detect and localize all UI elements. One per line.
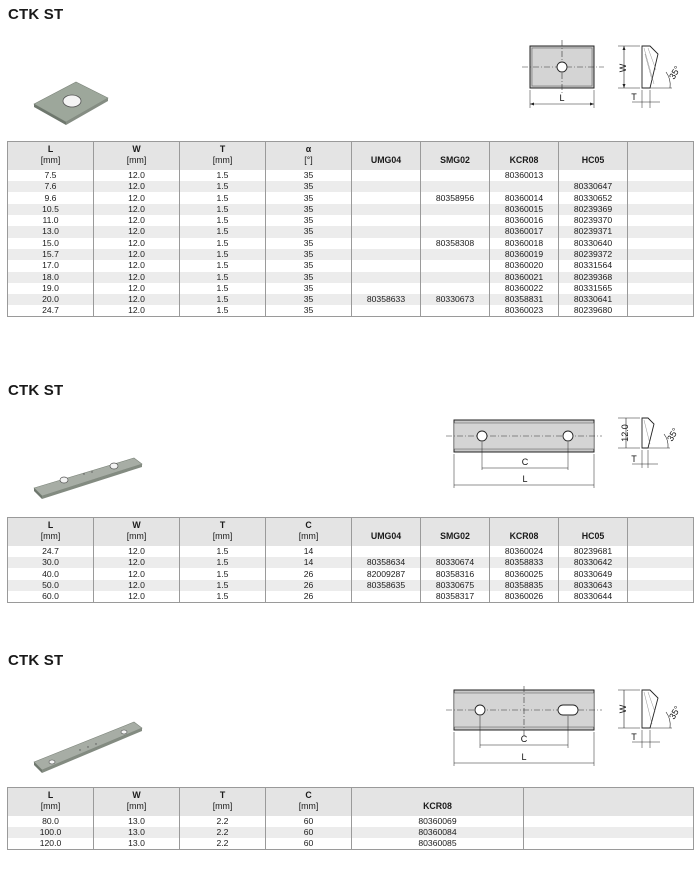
table-row [8,838,694,850]
table-cell: 17.0 [8,260,94,271]
table-cell: 80239370 [559,215,628,226]
table-cell: 35 [266,238,352,249]
spec-table [7,787,694,850]
table-cell: 35 [266,283,352,294]
table-cell: 80330647 [559,181,628,192]
table-cell [352,226,421,237]
dim-t-label: T [631,92,637,102]
col-header [628,518,694,546]
table-cell [628,249,694,260]
long-insert-photo [30,716,146,778]
table-cell: 35 [266,215,352,226]
table-cell: 80330652 [559,192,628,203]
table-cell: 12.0 [94,283,180,294]
table-cell: 2.2 [180,827,266,838]
table-row [8,272,694,283]
table-cell: 80239372 [559,249,628,260]
dim-c-label: C [521,457,529,467]
col-header: W [mm] [94,142,180,170]
table-cell [628,546,694,557]
table-cell: 12.0 [94,546,180,557]
table-cell: 80360022 [490,283,559,294]
table-cell: 35 [266,249,352,260]
table-cell: 80358635 [352,580,421,591]
table-cell [628,192,694,203]
section-title: CTK ST [8,652,64,669]
table-cell [352,192,421,203]
angle-label: 35° [667,704,683,721]
table-cell: 12.0 [94,181,180,192]
table-cell: 82009287 [352,568,421,579]
table-cell: 80360018 [490,238,559,249]
table-row [8,204,694,215]
table-cell: 7.5 [8,170,94,181]
col-header: L [mm] [8,142,94,170]
two-hole-top-view-drawing [446,414,606,490]
table-cell: 12.0 [94,226,180,237]
col-header: C [mm] [266,788,352,816]
table-row [8,215,694,226]
table-cell [628,568,694,579]
table-cell [524,816,694,827]
table-cell [421,249,490,260]
dim-w-label: W [618,63,628,73]
col-header: L [mm] [8,788,94,816]
table-cell: 35 [266,226,352,237]
section-2 [0,374,700,634]
table-cell: 13.0 [94,838,180,850]
table-cell [352,204,421,215]
table-cell [421,272,490,283]
table-cell: 35 [266,192,352,203]
col-header: HC05 [559,518,628,546]
table-cell: 80358634 [352,557,421,568]
table-cell: 80358633 [352,294,421,305]
table-row [8,580,694,591]
table-cell [352,272,421,283]
table-cell: 80330640 [559,238,628,249]
spec-table [7,517,694,603]
angle-label: 35° [667,64,683,81]
table-cell: 80360023 [490,305,559,317]
table-cell [628,170,694,181]
col-header [628,142,694,170]
table-row [8,568,694,579]
table-cell: 80330644 [559,591,628,603]
dim-w-label: 12.0 [620,424,630,442]
table-cell: 1.5 [180,272,266,283]
col-header: UMG04 [352,142,421,170]
table-cell: 1.5 [180,226,266,237]
table-cell: 35 [266,204,352,215]
table-cell: 80239371 [559,226,628,237]
table-cell: 12.0 [94,557,180,568]
table-cell: 11.0 [8,215,94,226]
table-cell [628,226,694,237]
table-cell: 15.0 [8,238,94,249]
table-cell [524,838,694,850]
table-cell: 13.0 [8,226,94,237]
table-cell: 14 [266,557,352,568]
insert-top-view-drawing [518,40,610,112]
table-cell: 19.0 [8,283,94,294]
table-cell [352,546,421,557]
table-cell: 2.2 [180,838,266,850]
table-cell: 12.0 [94,580,180,591]
table-row [8,226,694,237]
table-cell: 20.0 [8,294,94,305]
col-header [524,788,694,816]
table-cell: 12.0 [94,272,180,283]
table-cell: 1.5 [180,568,266,579]
table-cell [352,249,421,260]
table-cell [421,181,490,192]
table-row [8,249,694,260]
dim-w-label: W [618,704,628,714]
table-cell: 24.7 [8,305,94,317]
table-header-row [8,142,694,170]
table-cell [352,215,421,226]
table-cell: 80330674 [421,557,490,568]
table-row [8,591,694,603]
col-header: α [°] [266,142,352,170]
table-cell [490,181,559,192]
table-cell: 1.5 [180,294,266,305]
table-cell [352,591,421,603]
table-row [8,816,694,827]
table-cell [421,305,490,317]
table-cell: 80239368 [559,272,628,283]
dim-l-label: L [522,474,528,484]
section-1 [0,0,700,360]
table-cell: 12.0 [94,294,180,305]
table-cell: 80360015 [490,204,559,215]
long-insert-top-view-drawing [446,684,606,768]
table-cell: 80358835 [490,580,559,591]
col-header: KCR08 [490,142,559,170]
table-cell: 80360014 [490,192,559,203]
table-cell: 80358317 [421,591,490,603]
table-cell: 80360021 [490,272,559,283]
table-cell [421,204,490,215]
table-cell [352,238,421,249]
table-cell [352,283,421,294]
table-cell: 40.0 [8,568,94,579]
table-cell: 26 [266,591,352,603]
table-cell [628,283,694,294]
table-cell: 80239369 [559,204,628,215]
table-cell: 35 [266,170,352,181]
col-header: L [mm] [8,518,94,546]
dim-l-label: L [521,752,527,762]
table-cell: 80360069 [352,816,524,827]
col-header: HC05 [559,142,628,170]
table-cell: 1.5 [180,204,266,215]
dim-c-label: C [520,734,528,744]
table-cell: 1.5 [180,215,266,226]
table-cell: 80331565 [559,283,628,294]
table-cell: 80330673 [421,294,490,305]
table-cell: 10.5 [8,204,94,215]
table-cell: 1.5 [180,249,266,260]
table-cell [628,238,694,249]
table-header-row [8,788,694,816]
table-cell: 12.0 [94,238,180,249]
col-header: W [mm] [94,518,180,546]
angle-label: 35° [665,426,681,443]
table-cell: 13.0 [94,827,180,838]
table-cell: 80330641 [559,294,628,305]
table-cell: 80358831 [490,294,559,305]
table-cell: 80360017 [490,226,559,237]
table-cell [352,305,421,317]
table-row [8,557,694,568]
col-header: SMG02 [421,142,490,170]
table-cell: 15.7 [8,249,94,260]
table-cell [628,204,694,215]
table-cell: 60 [266,827,352,838]
table-cell [421,226,490,237]
col-header: C [mm] [266,518,352,546]
table-cell: 80360025 [490,568,559,579]
table-cell [628,181,694,192]
table-cell: 2.2 [180,816,266,827]
table-cell: 80360020 [490,260,559,271]
table-cell: 26 [266,568,352,579]
table-cell: 12.0 [94,568,180,579]
insert-profile-drawing [614,412,690,472]
table-row [8,238,694,249]
table-cell: 80360019 [490,249,559,260]
table-cell: 12.0 [94,170,180,181]
table-cell: 24.7 [8,546,94,557]
table-cell [352,260,421,271]
table-cell: 80330649 [559,568,628,579]
table-cell [421,260,490,271]
table-cell: 50.0 [8,580,94,591]
table-cell: 12.0 [94,249,180,260]
table-cell: 35 [266,181,352,192]
table-cell: 80239680 [559,305,628,317]
table-cell: 1.5 [180,305,266,317]
table-row [8,827,694,838]
section-title: CTK ST [8,382,64,399]
table-cell: 1.5 [180,557,266,568]
table-cell: 80358956 [421,192,490,203]
table-cell: 26 [266,580,352,591]
spec-table [7,141,694,317]
table-row [8,181,694,192]
col-header: KCR08 [352,788,524,816]
table-cell: 35 [266,260,352,271]
table-cell [524,827,694,838]
table-cell [628,580,694,591]
table-cell: 1.5 [180,192,266,203]
table-row [8,294,694,305]
table-cell [628,557,694,568]
col-header: UMG04 [352,518,421,546]
table-row [8,170,694,181]
table-cell: 80360016 [490,215,559,226]
table-cell: 35 [266,272,352,283]
table-cell: 80360084 [352,827,524,838]
table-cell: 80360013 [490,170,559,181]
table-cell: 80239681 [559,546,628,557]
table-cell: 18.0 [8,272,94,283]
col-header: T [mm] [180,788,266,816]
table-cell: 80360085 [352,838,524,850]
table-cell: 80.0 [8,816,94,827]
insert-profile-drawing [614,684,690,750]
table-cell: 1.5 [180,591,266,603]
table-cell: 80358316 [421,568,490,579]
table-cell: 1.5 [180,238,266,249]
table-cell [559,170,628,181]
dim-l-label: L [559,93,565,103]
table-cell: 60.0 [8,591,94,603]
square-insert-photo [30,76,110,126]
table-row [8,305,694,317]
table-cell: 13.0 [94,816,180,827]
col-header: T [mm] [180,142,266,170]
table-cell: 80358308 [421,238,490,249]
dim-t-label: T [631,732,637,742]
table-cell: 35 [266,294,352,305]
table-cell: 9.6 [8,192,94,203]
table-cell: 80360026 [490,591,559,603]
dim-t-label: T [631,454,637,464]
table-cell: 80330643 [559,580,628,591]
two-hole-insert-photo [30,450,146,502]
insert-profile-drawing [614,40,690,112]
table-cell: 1.5 [180,546,266,557]
col-header: T [mm] [180,518,266,546]
table-cell [628,215,694,226]
table-cell: 12.0 [94,260,180,271]
table-cell: 1.5 [180,283,266,294]
col-header: W [mm] [94,788,180,816]
table-cell [421,546,490,557]
table-row [8,192,694,203]
table-cell: 7.6 [8,181,94,192]
table-cell [352,181,421,192]
table-cell: 120.0 [8,838,94,850]
table-cell [628,591,694,603]
table-cell [421,215,490,226]
table-cell [628,260,694,271]
table-cell: 1.5 [180,170,266,181]
table-cell: 80330642 [559,557,628,568]
table-cell [352,170,421,181]
table-cell: 12.0 [94,215,180,226]
table-cell: 80360024 [490,546,559,557]
table-cell: 60 [266,816,352,827]
table-cell [628,272,694,283]
table-row [8,260,694,271]
table-cell: 30.0 [8,557,94,568]
table-cell: 12.0 [94,192,180,203]
table-cell: 100.0 [8,827,94,838]
table-cell: 80331564 [559,260,628,271]
table-cell [628,305,694,317]
table-cell: 12.0 [94,204,180,215]
col-header: SMG02 [421,518,490,546]
table-row [8,546,694,557]
table-cell: 1.5 [180,260,266,271]
table-cell [421,283,490,294]
table-cell: 80330675 [421,580,490,591]
col-header: KCR08 [490,518,559,546]
table-cell [628,294,694,305]
section-3 [0,644,700,871]
table-cell: 12.0 [94,305,180,317]
table-cell: 1.5 [180,580,266,591]
table-cell [421,170,490,181]
table-cell: 35 [266,305,352,317]
table-cell: 60 [266,838,352,850]
section-title: CTK ST [8,6,64,23]
table-cell: 12.0 [94,591,180,603]
table-cell: 1.5 [180,181,266,192]
table-header-row [8,518,694,546]
table-cell: 80358833 [490,557,559,568]
table-row [8,283,694,294]
table-cell: 14 [266,546,352,557]
